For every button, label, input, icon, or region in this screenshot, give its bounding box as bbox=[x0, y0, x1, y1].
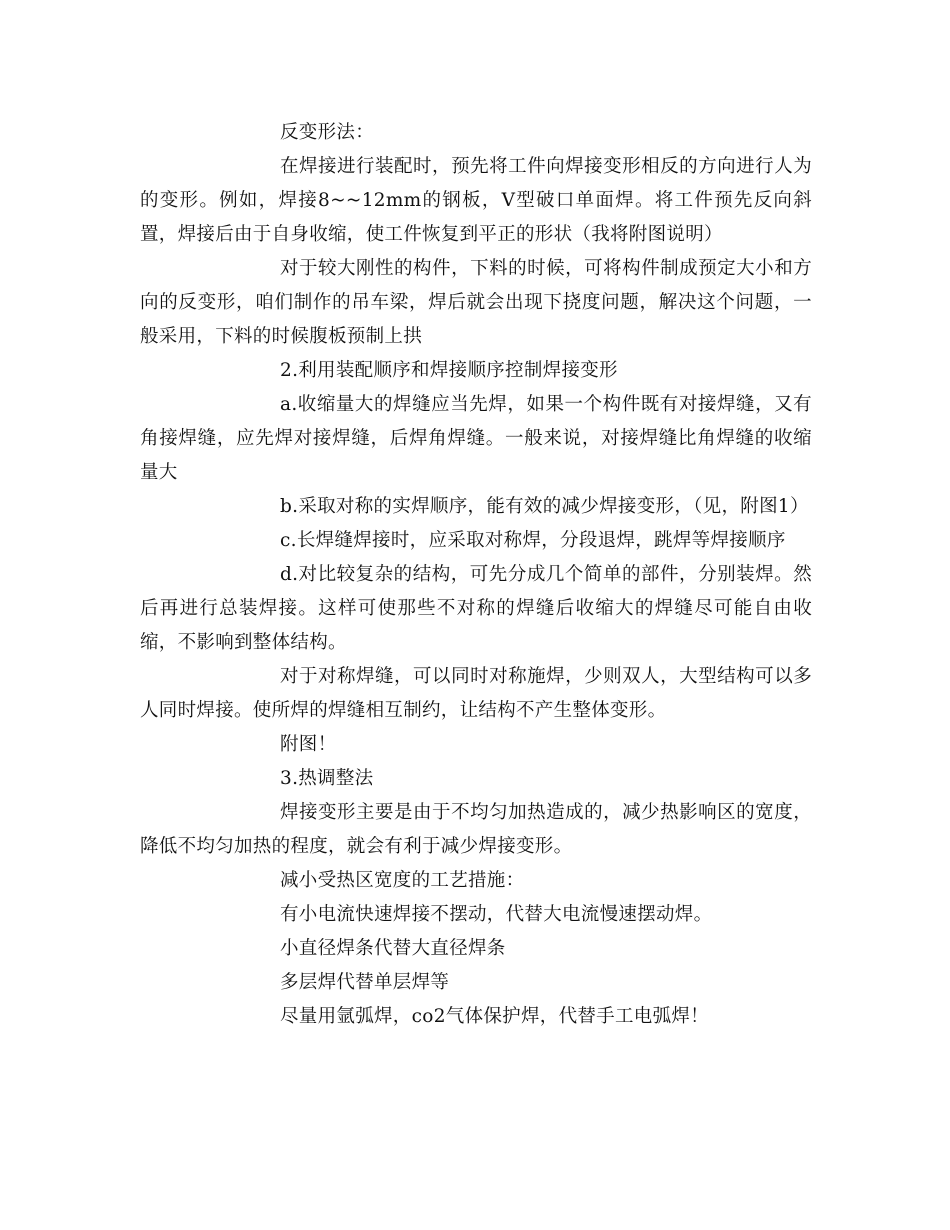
paragraph-reverse-deformation-heading: 反变形法： bbox=[280, 122, 375, 143]
paragraph-measure-3: 多层焊代替单层焊等 bbox=[280, 972, 450, 993]
paragraph-measures-heading: 减小受热区宽度的工艺措施： bbox=[280, 870, 525, 891]
paragraph-section-3-heading: 3.热调整法 bbox=[280, 768, 374, 789]
paragraph-measure-4: 尽量用氩弧焊，co2气体保护焊，代替手工电弧焊！ bbox=[280, 1006, 709, 1027]
paragraph-item-a: a.收缩量大的焊缝应当先焊，如果一个构件既有对接焊缝，又有角接焊缝，应先焊对接焊缝，后焊角焊缝。一般来说，对接焊缝比角焊缝的收缩量大 bbox=[140, 394, 812, 483]
paragraph-rigid-member: 对于较大刚性的构件，下料的时候，可将构件制成预定大小和方向的反变形，咱们制作的吊车梁，焊后就会出现下挠度问题，解决这个问题，一般采用，下料的时候腹板预制上拱 bbox=[140, 258, 812, 347]
paragraph-section-2-heading: 2.利用装配顺序和焊接顺序控制焊接变形 bbox=[280, 360, 618, 381]
paragraph-measure-1: 有小电流快速焊接不摆动，代替大电流慢速摆动焊。 bbox=[280, 904, 713, 925]
document-body bbox=[140, 116, 812, 1034]
paragraph-symmetric-welds: 对于对称焊缝，可以同时对称施焊，少则双人，大型结构可以多人同时焊接。使所焊的焊缝相互制约，让结构不产生整体变形。 bbox=[140, 666, 812, 721]
paragraph-item-c: c.长焊缝焊接时，应采取对称焊，分段退焊，跳焊等焊接顺序 bbox=[280, 530, 786, 551]
paragraph-reverse-deformation-method: 在焊接进行装配时，预先将工件向焊接变形相反的方向进行人为的变形。例如，焊接8~~12mm的钢板，V型破口单面焊。将工件预先反向斜置，焊接后由于自身收缩，使工件恢复到平正的形状（我将附图说明） bbox=[140, 156, 812, 245]
paragraph-item-b: b.采取对称的实焊顺序，能有效的减少焊接变形，（见，附图1） bbox=[280, 496, 809, 517]
paragraph-measure-2: 小直径焊条代替大直径焊条 bbox=[280, 938, 506, 959]
paragraph-item-d: d.对比较复杂的结构，可先分成几个简单的部件，分别装焊。然后再进行总装焊接。这样可使那些不对称的焊缝后收缩大的焊缝尽可能自由收缩，不影响到整体结构。 bbox=[140, 564, 812, 653]
paragraph-figure-note: 附图！ bbox=[280, 734, 337, 755]
paragraph-heat-adjustment: 焊接变形主要是由于不均匀加热造成的，减少热影响区的宽度，降低不均匀加热的程度，就会有利于减少焊接变形。 bbox=[140, 802, 812, 857]
